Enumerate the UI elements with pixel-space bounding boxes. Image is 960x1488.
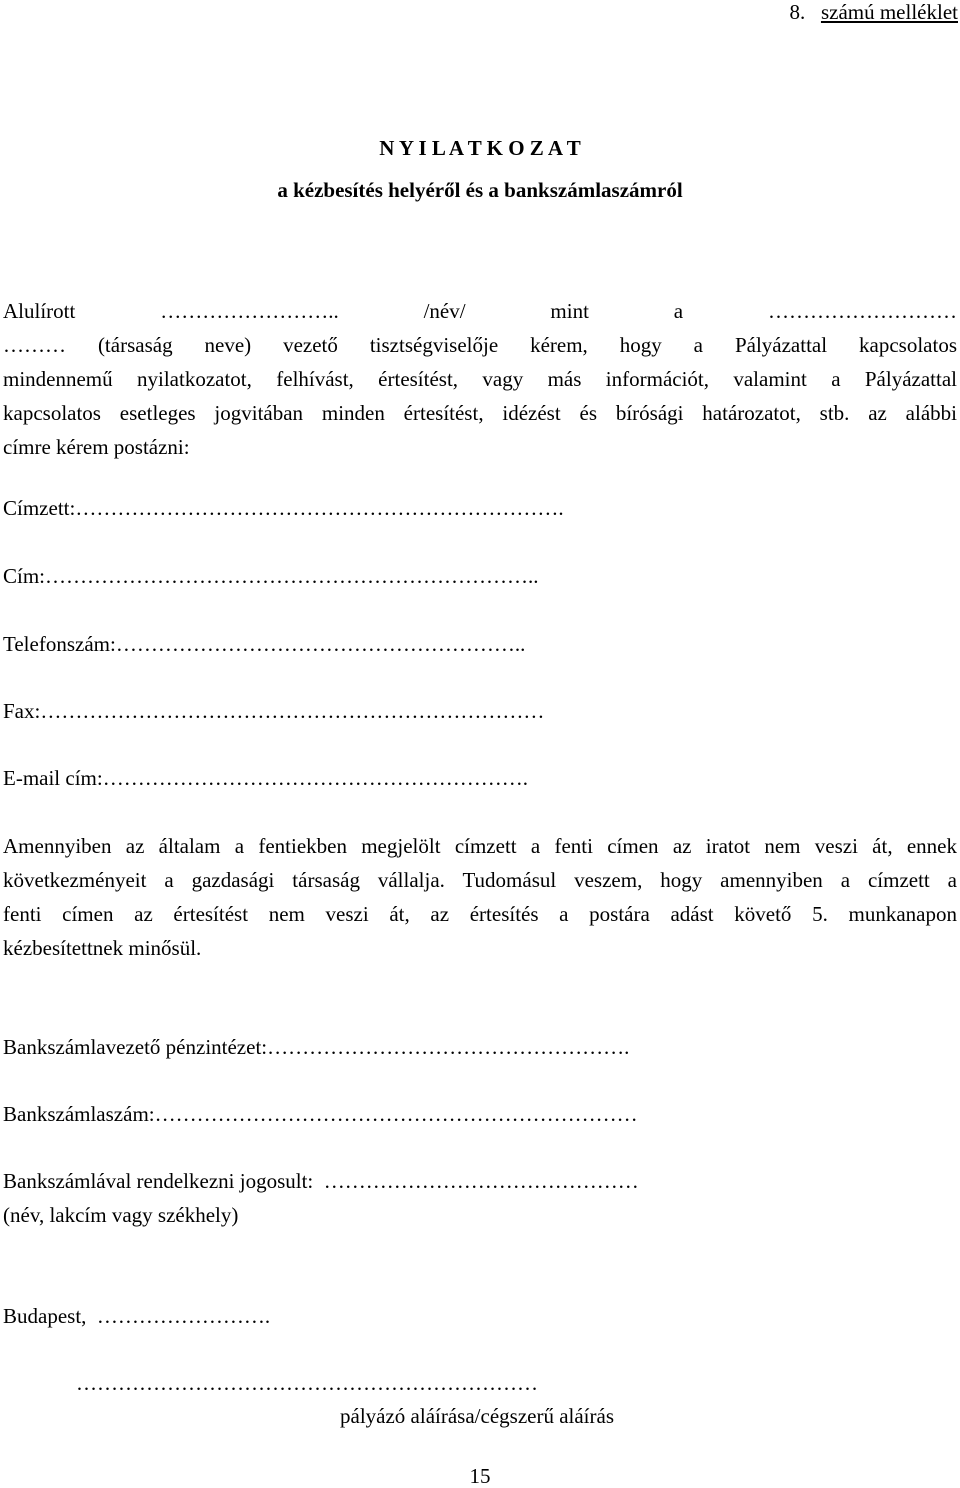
place-date-field: Budapest, ……………………. <box>3 1304 271 1328</box>
declaration-line: kapcsolatos esetleges jogvitában minden értesítést, idézést és bírósági határozatot, stb. az alábbi <box>3 401 957 425</box>
declaration-line: mindennemű nyilatkozatot, felhívást, értesítést, vagy más információt, valamint a Pályázattal <box>3 367 957 391</box>
annex-text: számú melléklet <box>820 0 958 24</box>
bank-authorized-note: (név, lakcím vagy székhely) <box>3 1203 239 1227</box>
document-title: N Y I L A T K O Z A T <box>379 136 581 160</box>
signature-label: pályázó aláírása/cégszerű aláírás <box>340 1404 614 1428</box>
notice-line: fenti címen az értesítést nem veszi át, az értesítés a postára adást követő 5. munkanapon <box>3 902 957 926</box>
bank-institution-field: Bankszámlavezető pénzintézet:……………………………………………. <box>3 1035 630 1059</box>
notice-line: következményeit a gazdasági társaság vállalja. Tudomásul veszem, hogy amennyiben a címzett a <box>3 868 957 892</box>
address-field: Cím:…………………………………………………………….. <box>3 564 539 588</box>
phone-field: Telefonszám:………………………………………………….. <box>3 632 526 656</box>
annex-number: 8. <box>789 0 806 24</box>
bank-authorized-field: Bankszámlával rendelkezni jogosult: ……………………………………… <box>3 1169 639 1193</box>
notice-line: kézbesítettnek minősül. <box>3 936 202 960</box>
declaration-line: Alulírott …………………….. /név/ mint a ……………………… <box>3 299 957 323</box>
notice-line: Amennyiben az általam a fentiekben megjelölt címzett a fenti címen az iratot nem veszi át, ennek <box>3 834 957 858</box>
bank-account-field: Bankszámlaszám:…………………………………………………………… <box>3 1102 638 1126</box>
recipient-field: Címzett:……………………………………………………………. <box>3 496 564 520</box>
declaration-line: címre kérem postázni: <box>3 435 190 459</box>
declaration-paragraph <box>3 294 957 464</box>
notice-paragraph <box>3 829 957 965</box>
document-subtitle: a kézbesítés helyéről és a bankszámlaszámról <box>277 178 683 202</box>
email-field: E-mail cím:……………………………………………………. <box>3 766 528 790</box>
signature-line: ………………………………………………………… <box>76 1371 538 1395</box>
page-number: 15 <box>469 1464 491 1488</box>
declaration-line: ……… (társaság neve) vezető tisztségviselője kérem, hogy a Pályázattal kapcsolatos <box>3 333 957 357</box>
fax-field: Fax:……………………………………………………………… <box>3 699 545 723</box>
annex-label <box>789 2 958 23</box>
